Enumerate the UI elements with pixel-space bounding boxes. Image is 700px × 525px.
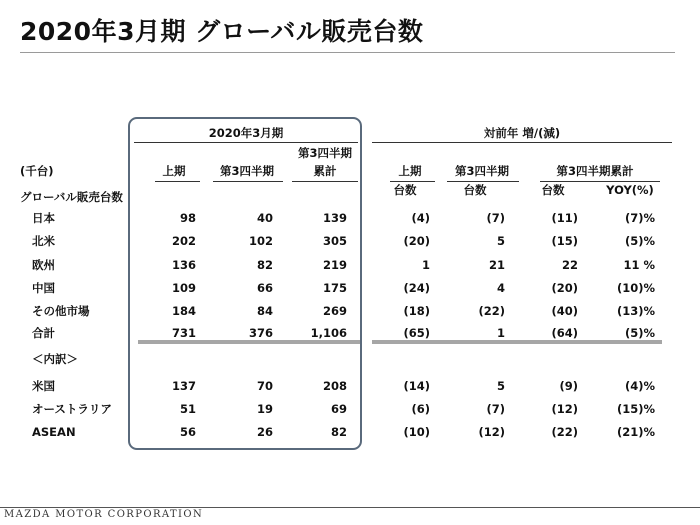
row-label: 北米 bbox=[32, 234, 55, 248]
row-cell-yoy-first-half: 1 bbox=[421, 258, 430, 272]
row-cell-yoy-pct: (13)% bbox=[616, 304, 655, 318]
row-cell-first-half: 136 bbox=[171, 258, 196, 272]
breakdown-row-cell-yoy-q3: (12) bbox=[478, 425, 505, 439]
breakdown-row-cell-yoy-first-half: (6) bbox=[411, 402, 430, 416]
breakdown-label: ＜内訳＞ bbox=[32, 352, 78, 366]
row-cell-yoy-q3-cum: (15) bbox=[551, 234, 578, 248]
row-cell-q3-cum: 1,106 bbox=[310, 326, 347, 340]
unit-label: (千台) bbox=[20, 164, 54, 178]
breakdown-row-cell-yoy-first-half: (14) bbox=[403, 379, 430, 393]
col-rule-q3-cum bbox=[292, 181, 358, 182]
breakdown-row-cell-q3-cum: 82 bbox=[330, 425, 347, 439]
row-cell-yoy-first-half: (24) bbox=[403, 281, 430, 295]
breakdown-row-cell-first-half: 137 bbox=[171, 379, 196, 393]
breakdown-row-label: ASEAN bbox=[32, 425, 76, 439]
col-rule-yoy-q3-cum bbox=[540, 181, 660, 182]
row-cell-yoy-pct: (10)% bbox=[616, 281, 655, 295]
row-cell-first-half: 109 bbox=[171, 281, 196, 295]
row-cell-yoy-q3: (7) bbox=[486, 211, 505, 225]
row-cell-yoy-first-half: (4) bbox=[411, 211, 430, 225]
breakdown-row-cell-yoy-pct: (4)% bbox=[624, 379, 655, 393]
breakdown-row-cell-q3-cum: 208 bbox=[322, 379, 347, 393]
row-cell-yoy-q3-cum: (11) bbox=[551, 211, 578, 225]
row-cell-q3: 102 bbox=[248, 234, 273, 248]
sub-header-units-3: 台数 bbox=[541, 183, 565, 197]
row-cell-yoy-first-half: (65) bbox=[403, 326, 430, 340]
col-rule-yoy-q3 bbox=[447, 181, 519, 182]
col-header-yoy-q3-cum: 第3四半期累計 bbox=[556, 164, 634, 178]
sub-header-units-2: 台数 bbox=[463, 183, 487, 197]
row-cell-first-half: 731 bbox=[171, 326, 196, 340]
breakdown-row-cell-yoy-q3-cum: (9) bbox=[559, 379, 578, 393]
row-cell-yoy-q3: 1 bbox=[496, 326, 505, 340]
breakdown-row-cell-q3: 26 bbox=[256, 425, 273, 439]
col-header-yoy-q3: 第3四半期 bbox=[454, 164, 509, 178]
breakdown-row-cell-yoy-pct: (21)% bbox=[616, 425, 655, 439]
footer-divider bbox=[0, 507, 700, 508]
row-cell-q3-cum: 219 bbox=[322, 258, 347, 272]
row-cell-first-half: 184 bbox=[171, 304, 196, 318]
row-cell-yoy-q3: (22) bbox=[478, 304, 505, 318]
row-cell-q3-cum: 175 bbox=[322, 281, 347, 295]
row-cell-yoy-first-half: (18) bbox=[403, 304, 430, 318]
row-label: 日本 bbox=[32, 211, 55, 225]
breakdown-row-cell-yoy-q3: 5 bbox=[496, 379, 505, 393]
row-label: 欧州 bbox=[32, 258, 55, 272]
row-cell-yoy-first-half: (20) bbox=[403, 234, 430, 248]
row-cell-yoy-q3: 5 bbox=[496, 234, 505, 248]
row-cell-q3-cum: 269 bbox=[322, 304, 347, 318]
breakdown-row-label: 米国 bbox=[32, 379, 55, 393]
col-header-q3: 第3四半期 bbox=[219, 164, 274, 178]
col-header-first-half: 上期 bbox=[162, 164, 186, 178]
row-cell-yoy-q3-cum: 22 bbox=[561, 258, 578, 272]
total-bar-yoy bbox=[372, 340, 662, 344]
row-cell-q3-cum: 305 bbox=[322, 234, 347, 248]
col-rule-first-half bbox=[155, 181, 200, 182]
breakdown-row-cell-first-half: 56 bbox=[179, 425, 196, 439]
row-cell-q3: 82 bbox=[256, 258, 273, 272]
row-cell-q3: 84 bbox=[256, 304, 273, 318]
row-cell-q3: 376 bbox=[248, 326, 273, 340]
row-cell-yoy-q3-cum: (40) bbox=[551, 304, 578, 318]
group-rule-fy bbox=[134, 142, 358, 143]
row-label: 中国 bbox=[32, 281, 55, 295]
total-bar-fy bbox=[138, 340, 360, 344]
row-cell-q3: 40 bbox=[256, 211, 273, 225]
footer-company: MAZDA MOTOR CORPORATION bbox=[4, 509, 204, 520]
row-cell-yoy-pct: (5)% bbox=[624, 234, 655, 248]
breakdown-row-cell-yoy-q3-cum: (12) bbox=[551, 402, 578, 416]
breakdown-row-cell-yoy-q3: (7) bbox=[486, 402, 505, 416]
row-cell-yoy-q3: 4 bbox=[496, 281, 505, 295]
col-header-q3-cum-line1: 第3四半期 bbox=[297, 146, 352, 160]
breakdown-row-cell-yoy-q3-cum: (22) bbox=[551, 425, 578, 439]
row-cell-first-half: 202 bbox=[171, 234, 196, 248]
breakdown-row-cell-q3: 70 bbox=[256, 379, 273, 393]
col-header-q3-cum-line2: 累計 bbox=[313, 164, 337, 178]
row-cell-first-half: 98 bbox=[179, 211, 196, 225]
row-cell-yoy-q3-cum: (64) bbox=[551, 326, 578, 340]
row-label: その他市場 bbox=[32, 304, 90, 318]
sub-header-units-1: 台数 bbox=[393, 183, 417, 197]
row-cell-q3-cum: 139 bbox=[322, 211, 347, 225]
breakdown-row-cell-first-half: 51 bbox=[179, 402, 196, 416]
row-cell-q3: 66 bbox=[256, 281, 273, 295]
col-rule-q3 bbox=[213, 181, 283, 182]
row-cell-yoy-pct: (7)% bbox=[624, 211, 655, 225]
group-header-fy: 2020年3月期 bbox=[208, 126, 284, 140]
breakdown-row-label: オーストラリア bbox=[32, 402, 112, 416]
sub-header-yoy-pct: YOY(%) bbox=[606, 183, 654, 197]
row-cell-yoy-q3-cum: (20) bbox=[551, 281, 578, 295]
breakdown-row-cell-yoy-pct: (15)% bbox=[616, 402, 655, 416]
group-rule-yoy bbox=[372, 142, 672, 143]
row-cell-yoy-q3: 21 bbox=[488, 258, 505, 272]
col-rule-yoy-first-half bbox=[390, 181, 435, 182]
page-title: 2020年3月期 グローバル販売台数 bbox=[20, 17, 424, 46]
title-divider bbox=[20, 52, 675, 53]
row-label: 合計 bbox=[32, 326, 55, 340]
group-header-yoy: 対前年 増/(減) bbox=[483, 126, 561, 140]
row-cell-yoy-pct: (5)% bbox=[624, 326, 655, 340]
breakdown-row-cell-yoy-first-half: (10) bbox=[403, 425, 430, 439]
breakdown-row-cell-q3: 19 bbox=[256, 402, 273, 416]
row-cell-yoy-pct: 11 % bbox=[623, 258, 655, 272]
section-label: グローバル販売台数 bbox=[20, 190, 123, 204]
col-header-yoy-first-half: 上期 bbox=[398, 164, 422, 178]
breakdown-row-cell-q3-cum: 69 bbox=[330, 402, 347, 416]
